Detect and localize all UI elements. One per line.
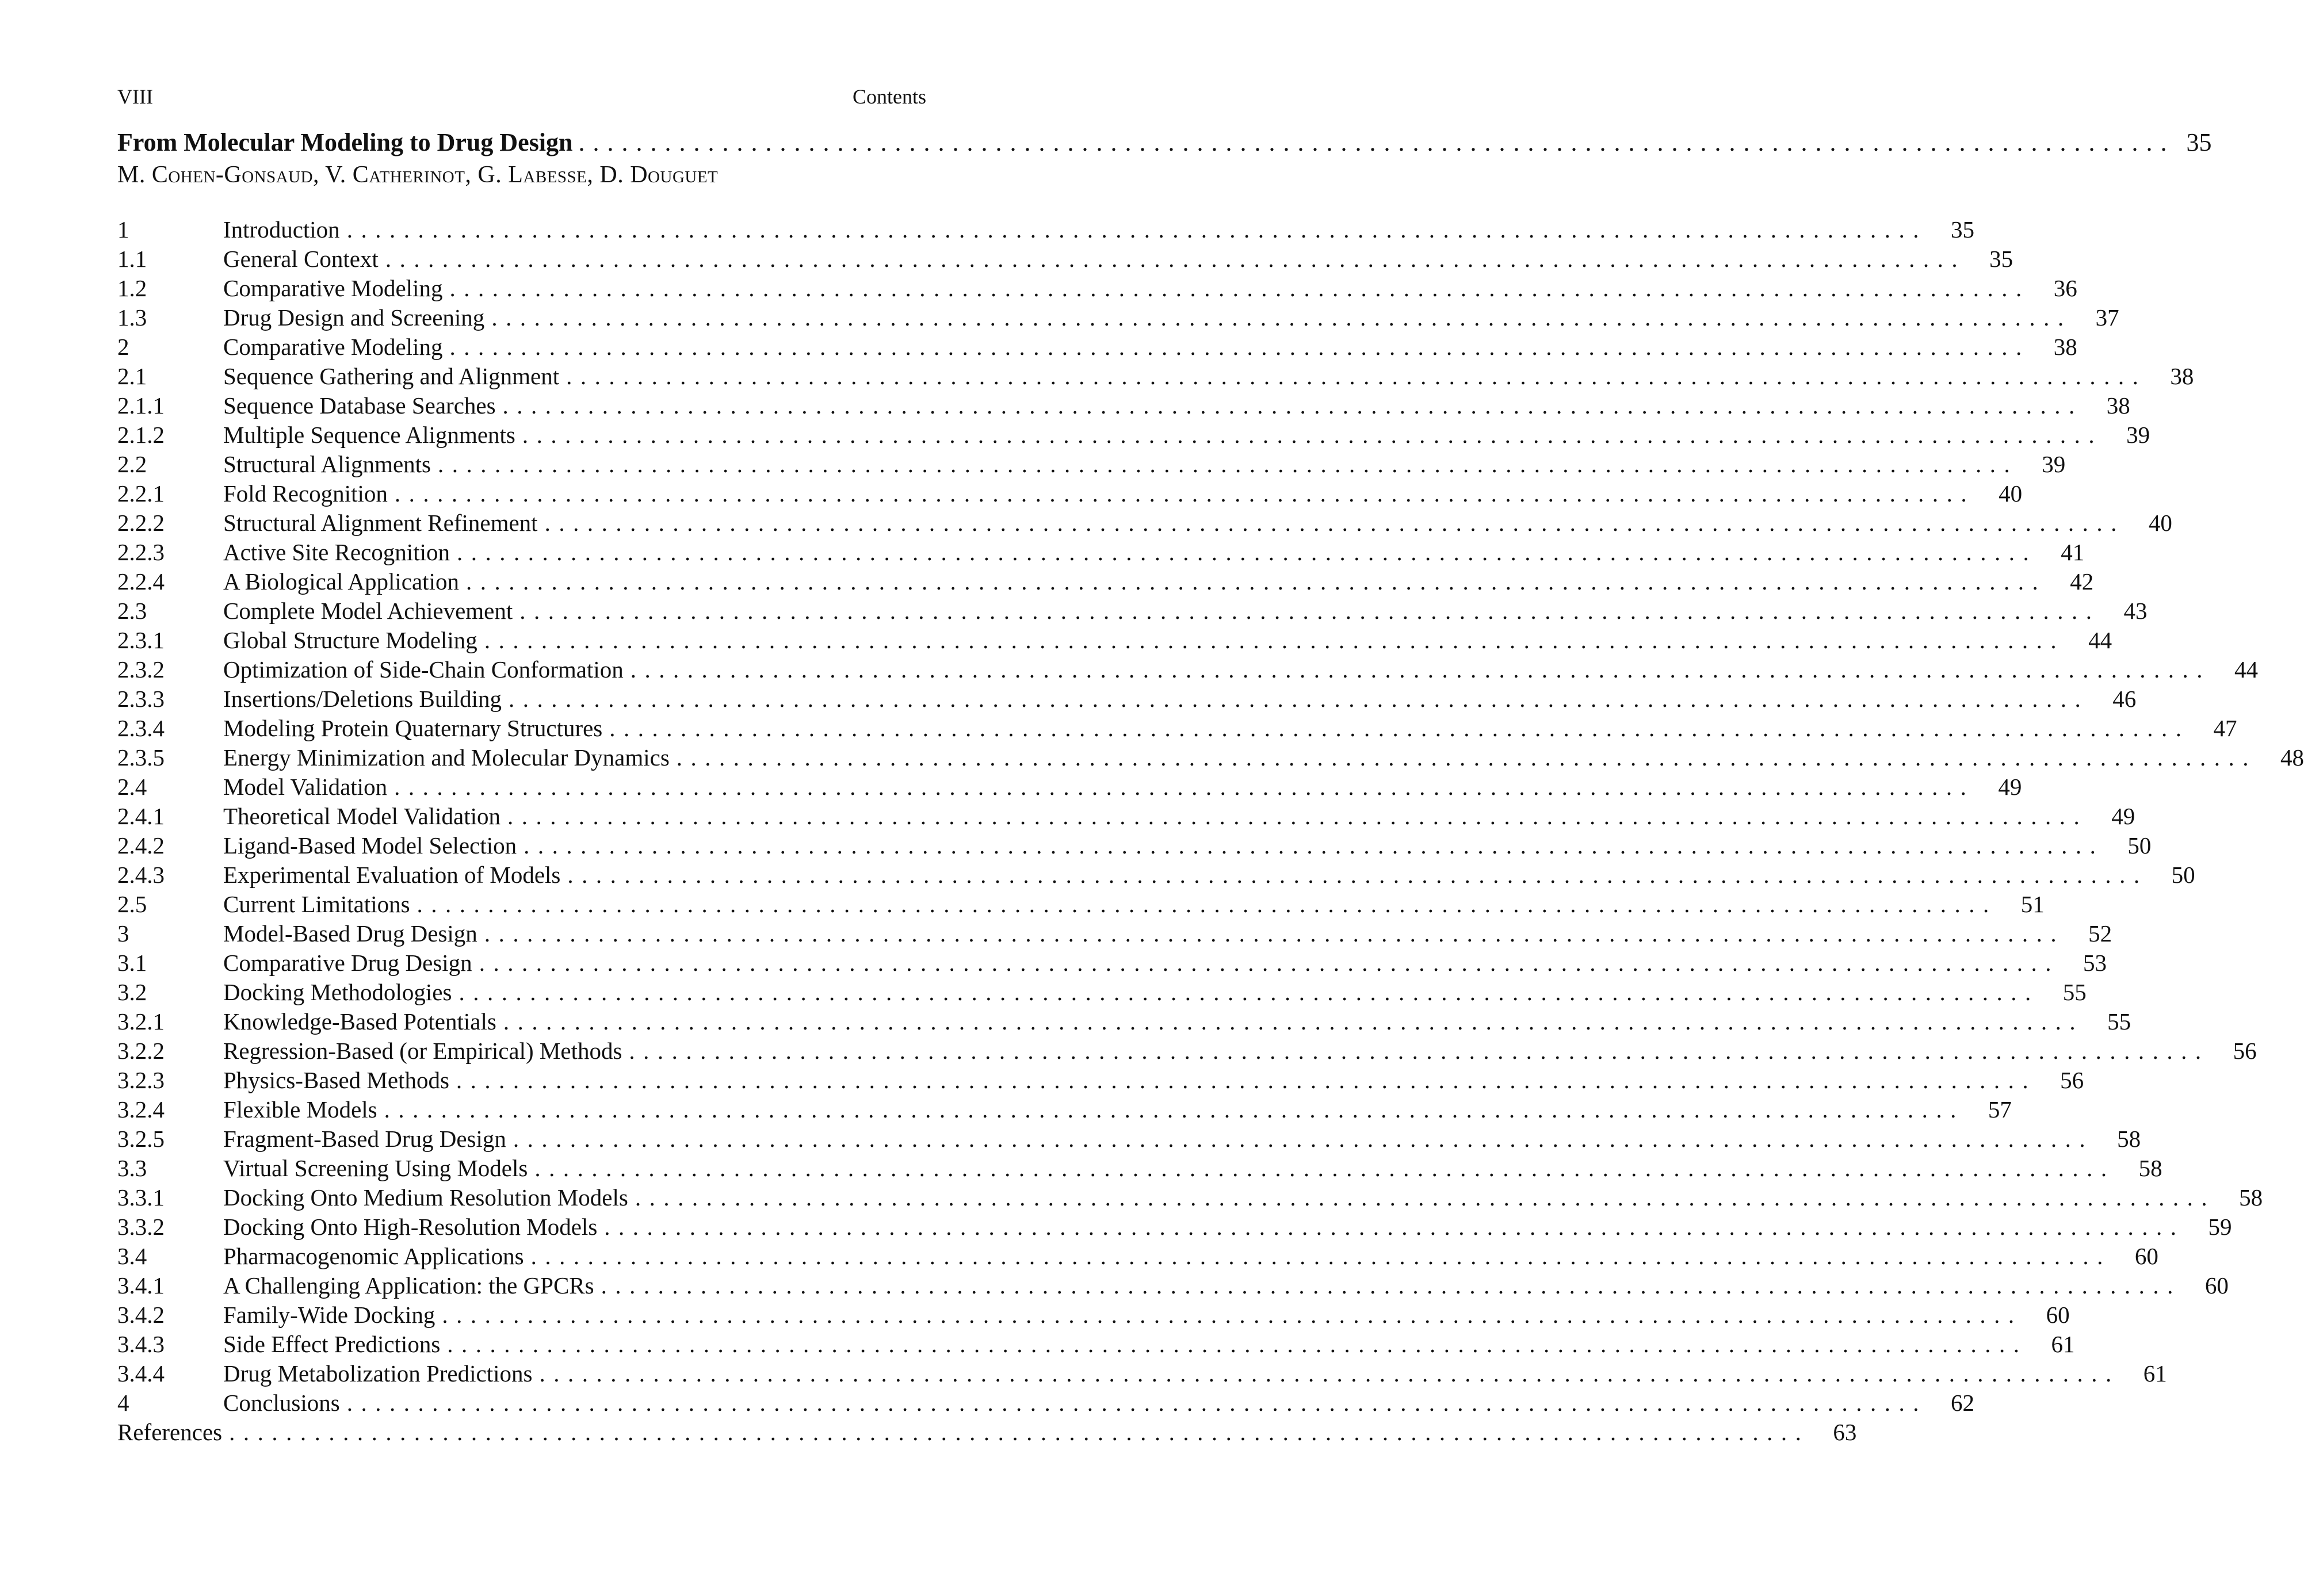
toc-entry [117,420,2150,450]
dot-leader: ............................................................................................................... [491,304,2072,331]
toc-entry-title: Virtual Screening Using Models [223,1155,528,1181]
toc-entry-title: Modeling Protein Quaternary Structures [223,715,603,741]
toc-entry-title: Fold Recognition [223,480,388,507]
toc-entry-page-number: 43 [2123,598,2148,624]
toc-entry-page-number: 48 [2280,744,2304,771]
toc-entry [117,1330,2075,1359]
toc-entry-page-number: 36 [2053,275,2077,301]
toc-entry-title: Active Site Recognition [223,539,450,565]
dot-leader: ............................................................................................................... [534,1155,2115,1181]
toc-entry-number: 3.2.1 [117,1008,165,1035]
toc-list [117,215,2304,1447]
toc-entry-title: A Challenging Application: the GPCRs [223,1272,594,1299]
toc-entry [117,1124,2141,1154]
toc-entry-title: Conclusions [223,1390,340,1416]
dot-leader: ............................................................................................................... [635,1184,2216,1211]
toc-entry-page-number: 53 [2083,950,2107,976]
toc-entry-number: 2.3.3 [117,686,165,712]
toc-entry-number: 3.3 [117,1155,147,1181]
toc-entry-number: 2.2.3 [117,539,165,565]
dot-leader: ............................................................................................................... [346,216,1927,243]
toc-entry-page-number: 58 [2117,1126,2141,1152]
toc-entry [117,1242,2158,1271]
toc-entry-number: 2.4.1 [117,803,165,829]
toc-entry-title: Energy Minimization and Molecular Dynamics [223,744,670,771]
toc-entry [117,948,2107,978]
toc-entry-title: Insertions/Deletions Building [223,686,502,712]
toc-entry-title: General Context [223,246,379,272]
toc-entry-page-number: 38 [2170,363,2194,389]
toc-entry-number: 2.3.5 [117,744,165,771]
toc-entry [117,1271,2229,1300]
toc-entry [117,1095,2012,1124]
toc-entry-page-number: 61 [2051,1331,2075,1357]
toc-entry [117,244,2013,274]
toc-entry-page-number: 39 [2042,451,2066,477]
dot-leader: ............................................................................................................... [479,950,2060,976]
chapter-title: From Molecular Modeling to Drug Design [117,128,573,156]
toc-entry-number: 2.4.2 [117,832,165,859]
dot-leader: ............................................................................................................... [566,363,2147,389]
toc-entry [117,655,2259,684]
toc-entry [117,215,1974,244]
toc-entry-page-number: 47 [2213,715,2237,741]
running-head-section: Contents [852,85,926,108]
toc-entry-title: Complete Model Achievement [223,598,513,624]
toc-entry-title: Knowledge-Based Potentials [223,1008,496,1035]
chapter-page-number: 35 [2186,128,2212,156]
toc-entry [117,1183,2263,1212]
toc-entry [117,831,2152,860]
toc-entry [117,567,2094,596]
toc-entry-title: Physics-Based Methods [223,1067,449,1093]
dot-leader: ............................................................................................................... [513,1126,2094,1152]
dot-leader: ............................................................................................................... [604,1214,2185,1240]
toc-entry [117,274,2077,303]
dot-leader: ............................................................................................................... [629,1038,2210,1064]
toc-entry [117,391,2130,420]
toc-entry-number: 2 [117,334,129,360]
toc-entry-page-number: 60 [2046,1302,2070,1328]
toc-entry-title: Model Validation [223,774,388,800]
toc-entry-page-number: 37 [2095,304,2119,331]
dot-leader: ............................................................................................................... [447,1331,2028,1357]
toc-entry-title: Docking Methodologies [223,979,452,1005]
dot-leader: ............................................................................................................... [567,862,2148,888]
toc-entry-page-number: 50 [2127,832,2152,859]
toc-entry-title: Side Effect Predictions [223,1331,441,1357]
toc-entry-title: Comparative Modeling [223,275,443,301]
toc-entry-page-number: 60 [2134,1243,2158,1269]
toc-entry-number: 2.2.4 [117,568,165,595]
toc-entry-number: 1 [117,216,129,243]
toc-entry-title: Comparative Modeling [223,334,443,360]
references-page-number: 63 [1833,1419,1857,1445]
toc-entry [117,538,2085,567]
toc-entry-page-number: 51 [2020,891,2045,917]
toc-entry-number: 2.3 [117,598,147,624]
toc-entry [117,772,2022,802]
toc-entry-page-number: 59 [2208,1214,2232,1240]
toc-entry [117,860,2195,890]
toc-entry-page-number: 50 [2171,862,2195,888]
toc-entry-title: Optimization of Side-Chain Conformation [223,656,624,683]
toc-entry-number: 2.5 [117,891,147,917]
toc-entry-number: 2.3.1 [117,627,165,653]
toc-entry-page-number: 35 [1950,216,1974,243]
dot-leader: ............................................................................................................... [507,803,2088,829]
toc-entry [117,303,2119,332]
toc-entry [117,684,2137,714]
toc-entry [117,1388,1974,1418]
toc-entry-number: 2.1.2 [117,422,165,448]
toc-entry-title: A Biological Application [223,568,459,595]
dot-leader: ............................................................................................................... [438,451,2019,477]
toc-entry-number: 2.2 [117,451,147,477]
dot-leader: ............................................................................................................... [229,1419,1810,1445]
chapter-authors: M. Cohen-Gonsaud, V. Catherinot, G. Labesse, D. Douguet [117,162,719,188]
toc-entry-page-number: 60 [2204,1272,2229,1299]
toc-entry-number: 3.3.1 [117,1184,165,1211]
toc-entry-title: Sequence Database Searches [223,392,496,419]
toc-entry [117,919,2112,948]
dot-leader: ............................................................................................................... [539,1360,2120,1387]
toc-entry-number: 2.2.1 [117,480,165,507]
dot-leader: ............................................................................................................... [394,480,1976,507]
toc-entry-title: Flexible Models [223,1096,377,1123]
dot-leader: ............................................................................................................... [484,920,2065,947]
dot-leader: ............................................................................................................... [384,1096,1965,1123]
toc-entry-number: 2.1.1 [117,392,165,419]
dot-leader: ............................................................................................................... [524,832,2104,859]
toc-entry-number: 3.4.1 [117,1272,165,1299]
toc-entry-number: 2.2.2 [117,510,165,536]
toc-entry-number: 2.1 [117,363,147,389]
toc-entry [117,1036,2257,1066]
toc-entry-page-number: 62 [1951,1390,1974,1416]
dot-leader: ............................................................................................................... [442,1302,2023,1328]
toc-entry-number: 3.1 [117,950,147,976]
toc-entry [117,626,2112,655]
toc-entry-page-number: 49 [1998,774,2022,800]
toc-entry-title: Global Structure Modeling [223,627,477,653]
toc-entry-references [117,1418,1857,1447]
toc-entry-number: 3.3.2 [117,1214,165,1240]
toc-entry-page-number: 39 [2126,422,2150,448]
dot-leader: ............................................................................................................... [502,392,2083,419]
chapter-entry [117,127,2212,191]
toc-entry [117,714,2237,743]
toc-entry-number: 3 [117,920,129,947]
toc-entry-title: Sequence Gathering and Alignment [223,363,560,389]
toc-entry [117,1066,2084,1095]
dot-leader: ............................................................................................................... [458,979,2039,1005]
dot-leader: ............................................................................................................... [484,627,2065,653]
toc-entry-title: Fragment-Based Drug Design [223,1126,506,1152]
toc-entry-title: Multiple Sequence Alignments [223,422,515,448]
toc-entry [117,802,2135,831]
toc-entry-number: 4 [117,1390,129,1416]
toc-entry-page-number: 52 [2088,920,2112,947]
toc-entry [117,1154,2162,1183]
toc-entry-number: 3.4.4 [117,1360,165,1387]
toc-entry-title: Comparative Drug Design [223,950,472,976]
toc-entry-title: Family-Wide Docking [223,1302,435,1328]
toc-entry-number: 1.1 [117,246,147,272]
dot-leader: ............................................................................................................... [509,686,2089,712]
dot-leader: ............................................................................................................... [578,128,2175,156]
toc-entry-page-number: 55 [2062,979,2087,1005]
toc-entry-page-number: 58 [2138,1155,2162,1181]
dot-leader: ............................................................................................................... [522,422,2103,448]
dot-leader: ............................................................................................................... [385,246,1966,272]
toc-entry-page-number: 58 [2239,1184,2263,1211]
toc-entry [117,743,2304,772]
toc-entry-page-number: 56 [2060,1067,2084,1093]
toc-entry-number: 3.4 [117,1243,147,1269]
references-title: References [117,1419,223,1445]
toc-entry-page-number: 56 [2233,1038,2257,1064]
dot-leader: ............................................................................................................... [456,539,2038,565]
toc-entry-title: Ligand-Based Model Selection [223,832,517,859]
chapter-title-row [117,127,2212,159]
dot-leader: ............................................................................................................... [544,510,2125,536]
toc-entry-title: Docking Onto Medium Resolution Models [223,1184,628,1211]
toc-entry-number: 3.2.5 [117,1126,165,1152]
toc-entry-number: 3.2.4 [117,1096,165,1123]
dot-leader: ............................................................................................................... [503,1008,2084,1035]
toc-entry-title: Theoretical Model Validation [223,803,500,829]
toc-entry [117,978,2087,1007]
dot-leader: ............................................................................................................... [601,1272,2181,1299]
toc-entry [117,1007,2131,1036]
dot-leader: ............................................................................................................... [456,1067,2037,1093]
dot-leader: ............................................................................................................... [449,275,2030,301]
toc-entry-title: Introduction [223,216,340,243]
dot-leader: ............................................................................................................... [630,656,2211,683]
toc-entry-title: Docking Onto High-Resolution Models [223,1214,598,1240]
dot-leader: ............................................................................................................... [530,1243,2111,1269]
toc-entry-title: Model-Based Drug Design [223,920,477,947]
toc-entry [117,362,2194,391]
toc-entry-title: Drug Metabolization Predictions [223,1360,533,1387]
toc-entry-page-number: 42 [2070,568,2094,595]
toc-entry-number: 3.2.2 [117,1038,165,1064]
toc-entry-title: Experimental Evaluation of Models [223,862,561,888]
running-head [117,81,926,113]
toc-entry-page-number: 44 [2234,656,2259,683]
toc-entry-title: Drug Design and Screening [223,304,485,331]
toc-entry-page-number: 55 [2107,1008,2131,1035]
toc-entry [117,450,2066,479]
toc-entry-page-number: 40 [1999,480,2023,507]
toc-entry-page-number: 38 [2053,334,2077,360]
toc-entry-title: Pharmacogenomic Applications [223,1243,524,1269]
dot-leader: ............................................................................................................... [676,744,2257,771]
dot-leader: ............................................................................................................... [394,774,1975,800]
toc-entry [117,1212,2232,1242]
toc-entry [117,1359,2167,1388]
toc-entry-number: 3.4.2 [117,1302,165,1328]
toc-entry [117,508,2172,538]
dot-leader: ............................................................................................................... [449,334,2030,360]
toc-entry-number: 3.2.3 [117,1067,165,1093]
dot-leader: ............................................................................................................... [417,891,1997,917]
toc-entry-title: Current Limitations [223,891,410,917]
toc-entry-number: 2.3.4 [117,715,165,741]
toc-entry-page-number: 49 [2111,803,2135,829]
dot-leader: ............................................................................................................... [609,715,2190,741]
toc-entry-title: Structural Alignment Refinement [223,510,538,536]
toc-entry-number: 3.4.3 [117,1331,165,1357]
toc-entry-page-number: 61 [2143,1360,2167,1387]
dot-leader: ............................................................................................................... [519,598,2100,624]
toc-entry-page-number: 40 [2148,510,2172,536]
toc-entry-page-number: 35 [1989,246,2013,272]
toc-entry [117,596,2148,626]
toc-entry-page-number: 44 [2088,627,2112,653]
toc-entry-number: 3.2 [117,979,147,1005]
running-head-page-number: VIII [117,85,153,108]
dot-leader: ............................................................................................................... [346,1390,1927,1416]
toc-entry-page-number: 57 [1988,1096,2012,1123]
toc-entry-page-number: 38 [2106,392,2130,419]
toc-entry-number: 1.2 [117,275,147,301]
toc-entry-number: 2.3.2 [117,656,165,683]
toc-entry [117,890,2045,919]
toc-entry-title: Regression-Based (or Empirical) Methods [223,1038,622,1064]
toc-entry [117,479,2023,508]
toc-entry-page-number: 46 [2112,686,2137,712]
toc-entry-page-number: 41 [2061,539,2085,565]
toc-entry [117,1300,2070,1330]
toc-entry-number: 2.4 [117,774,147,800]
toc-entry-title: Structural Alignments [223,451,431,477]
toc-entry-number: 1.3 [117,304,147,331]
toc-entry-number: 2.4.3 [117,862,165,888]
toc-entry [117,332,2077,362]
dot-leader: ............................................................................................................... [465,568,2047,595]
